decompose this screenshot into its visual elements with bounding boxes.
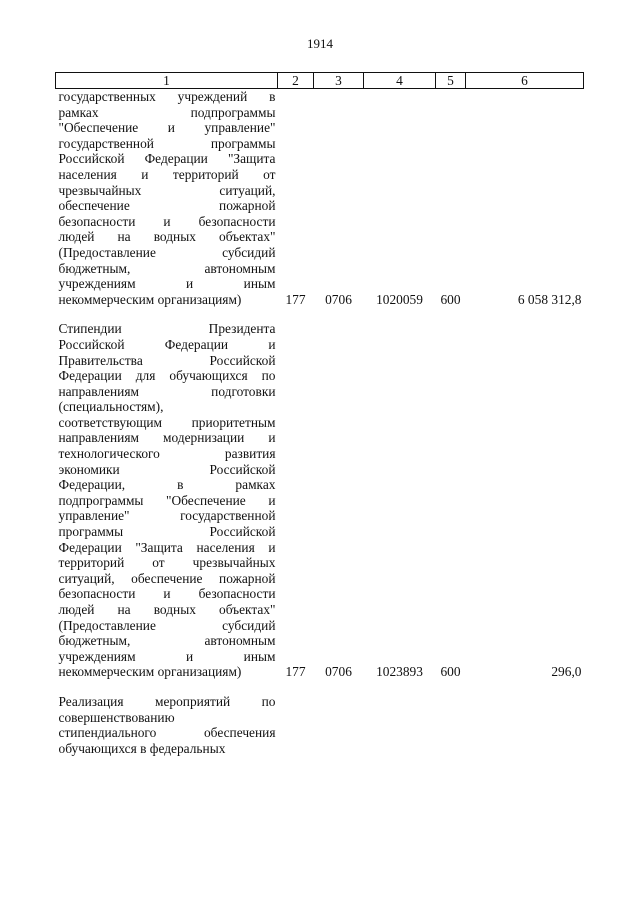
column-header-2: 2	[278, 73, 314, 89]
spacer-cell	[314, 307, 364, 321]
description-line: Реализация мероприятий по	[58, 693, 276, 709]
description-line: "Обеспечение и управление"	[58, 120, 276, 136]
row-spacer	[56, 307, 584, 321]
spacer-cell	[314, 680, 364, 694]
table-row	[56, 89, 584, 308]
spacer-cell	[436, 680, 466, 694]
spacer-cell	[364, 307, 436, 321]
row-spacer	[56, 680, 584, 694]
description-line: Федерации, в рамках	[58, 477, 276, 493]
description-line: направлениям модернизации и	[58, 430, 276, 446]
amount-cell	[466, 694, 584, 756]
ministry-code-cell	[278, 694, 314, 756]
amount-cell: 296,0	[551, 664, 582, 680]
table-row	[56, 694, 584, 756]
description-line: государственных учреждений в	[58, 89, 276, 104]
description-line: рамках подпрограммы	[58, 104, 276, 120]
description-line: территорий от чрезвычайных	[58, 555, 276, 571]
page-number: 1914	[307, 36, 333, 51]
budget-table	[55, 72, 584, 756]
description-line: соответствующим приоритетным	[58, 414, 276, 430]
target-article-cell: 1023893	[376, 664, 423, 680]
spacer-cell	[56, 680, 278, 694]
description-line: технологического развития	[58, 446, 276, 462]
amount-cell: 6 058 312,8	[517, 291, 582, 307]
description-line: подпрограммы "Обеспечение и	[58, 492, 276, 508]
section-code-cell: 0706	[325, 291, 352, 307]
expense-type-cell	[436, 694, 466, 756]
description-line: Федерации для обучающихся по	[58, 368, 276, 384]
description-line: направлениям подготовки	[58, 383, 276, 399]
description-line: безопасности и безопасности	[58, 213, 276, 229]
description-line: ситуаций, обеспечение пожарной	[58, 570, 276, 586]
description-line: (Предоставление субсидий	[58, 617, 276, 633]
spacer-cell	[278, 680, 314, 694]
table-header	[56, 73, 584, 89]
spacer-cell	[466, 680, 584, 694]
column-header-6: 6	[466, 73, 584, 89]
description-line: Российской Федерации и	[58, 336, 276, 352]
spacer-cell	[436, 307, 466, 321]
description-line: управление" государственной	[58, 508, 276, 524]
description-line: (Предоставление субсидий	[58, 244, 276, 260]
description-line: людей на водных объектах"	[58, 602, 276, 617]
description-line: учреждениям и иным	[58, 276, 276, 292]
description-line: Стипендии Президента	[58, 321, 276, 337]
expense-type-cell: 600	[440, 664, 461, 680]
description-line: некоммерческим организациям)	[58, 664, 242, 680]
column-header-3: 3	[314, 73, 364, 89]
description-line: экономики Российской	[58, 461, 276, 477]
description-cell	[56, 321, 278, 680]
description-line: обучающихся в федеральных	[58, 740, 226, 756]
column-header-5: 5	[436, 73, 466, 89]
description-line: некоммерческим организациям)	[58, 291, 242, 307]
section-code-cell	[314, 694, 364, 756]
section-code-cell: 0706	[325, 664, 352, 680]
description-line: безопасности и безопасности	[58, 586, 276, 602]
description-line: Федерации "Защита населения и	[58, 539, 276, 555]
description-cell	[56, 694, 278, 756]
description-line: совершенствованию	[58, 709, 175, 725]
description-line: учреждениям и иным	[58, 648, 276, 664]
spacer-cell	[56, 307, 278, 321]
description-line: государственной программы	[58, 135, 276, 151]
spacer-cell	[364, 680, 436, 694]
column-header-1: 1	[56, 73, 278, 89]
description-line: стипендиального обеспечения	[58, 725, 276, 741]
ministry-code-cell: 177	[285, 664, 306, 680]
spacer-cell	[466, 307, 584, 321]
description-line: Правительства Российской	[58, 352, 276, 368]
expense-type-cell: 600	[440, 291, 461, 307]
description-line: бюджетным, автономным	[58, 260, 276, 276]
column-header-4: 4	[364, 73, 436, 89]
description-line: чрезвычайных ситуаций,	[58, 182, 276, 198]
description-line: бюджетным, автономным	[58, 633, 276, 649]
target-article-cell: 1020059	[376, 291, 423, 307]
spacer-cell	[278, 307, 314, 321]
ministry-code-cell: 177	[285, 291, 306, 307]
target-article-cell	[364, 694, 436, 756]
description-line: программы Российской	[58, 524, 276, 540]
description-line: (специальностям),	[58, 399, 164, 415]
description-line: людей на водных объектах"	[58, 229, 276, 245]
description-cell	[56, 89, 278, 308]
description-line: Российской Федерации "Защита	[58, 151, 276, 167]
table-body	[56, 89, 584, 757]
description-line: обеспечение пожарной	[58, 198, 276, 214]
description-line: населения и территорий от	[58, 166, 276, 182]
table-row	[56, 321, 584, 680]
